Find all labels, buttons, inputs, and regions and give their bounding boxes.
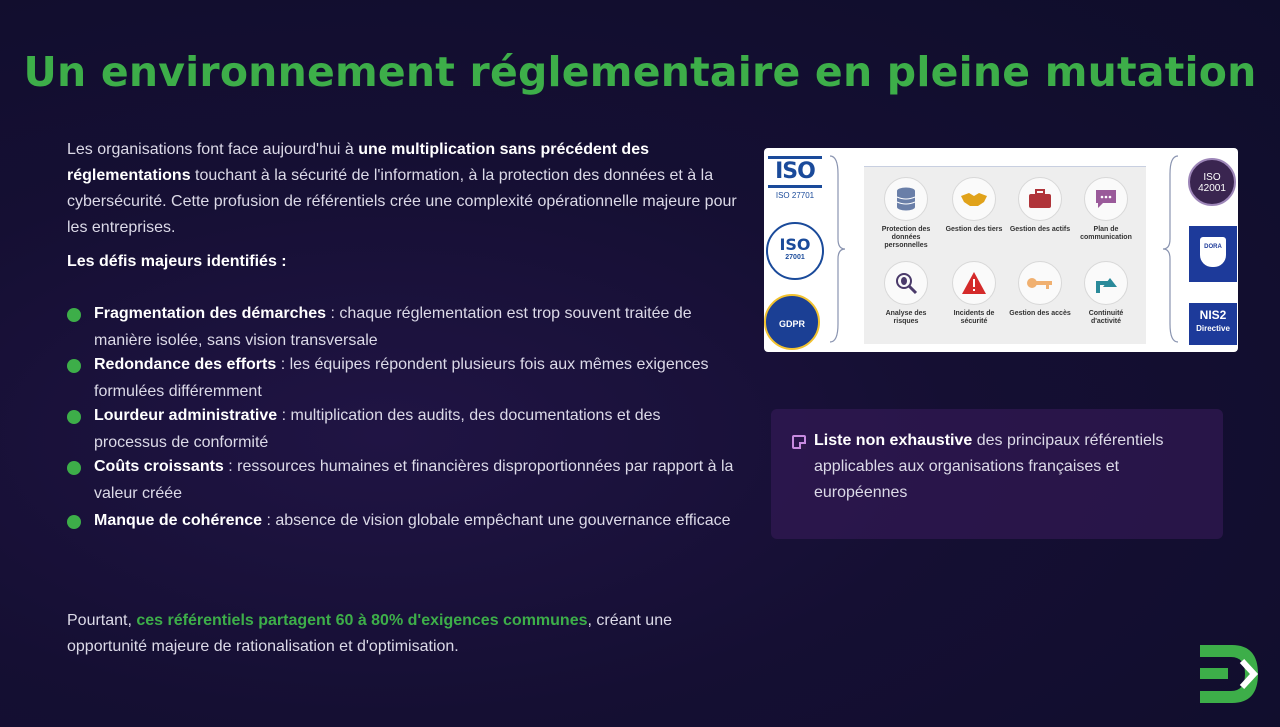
gdpr-logo: GDPR — [764, 294, 820, 350]
dora-shield: DORA — [1200, 237, 1226, 267]
challenge-title: Manque de cohérence — [94, 512, 263, 529]
note-callout — [771, 409, 1223, 539]
bullet-icon — [67, 410, 81, 424]
right-bracket-icon — [1162, 154, 1180, 344]
intro-text-rest: touchant à la sécurité de l'information, à la protection des données et à la cybersécurité. Cette profusion de référentiels crée une complexité opérationnelle majeure pour les entreprises. — [67, 167, 737, 236]
nis2-line2: Directive — [1196, 324, 1230, 333]
iso-42001-line2: 42001 — [1198, 183, 1226, 194]
controls-grid — [864, 166, 1146, 344]
conclusion-text: Pourtant, — [67, 612, 137, 629]
challenge-text: : absence de vision globale empêchant une gouvernance efficace — [262, 512, 731, 529]
grid-item-risk-analysis — [874, 261, 938, 326]
database-icon — [884, 177, 928, 221]
iso-logo-text: ISO — [768, 156, 822, 188]
challenge-text: : chaque réglementation est trop souvent traitée de manière isolée, sans vision transversale — [94, 305, 692, 349]
grid-label: Analyse des risques — [885, 310, 927, 325]
dora-logo — [1189, 226, 1237, 282]
intro-bold: une multiplication sans précédent des réglementations — [67, 141, 649, 184]
note-bold: Liste non exhaustive — [814, 432, 973, 449]
conclusion-paragraph — [67, 608, 737, 660]
list-item — [67, 453, 737, 508]
iso-logo-text: ISO — [779, 235, 811, 254]
grid-label: Plan de communication — [1080, 226, 1132, 241]
grid-label: Continuité d'activité — [1088, 310, 1124, 325]
challenge-title: Coûts croissants — [94, 458, 224, 475]
challenges-heading: Les défis majeurs identifiés : — [67, 253, 287, 270]
handshake-icon — [952, 177, 996, 221]
grid-label: Protection des données personnelles — [881, 226, 931, 249]
list-item — [67, 507, 737, 534]
challenges-list — [67, 300, 737, 533]
page-title: Un environnement réglementaire en pleine mutation — [23, 48, 1257, 96]
bullet-icon — [67, 461, 81, 475]
nis2-line1: NIS2 — [1199, 308, 1227, 322]
key-icon — [1018, 261, 1062, 305]
grid-item-continuity — [1074, 261, 1138, 326]
challenge-text: : multiplication des audits, des documentations et des processus de conformité — [94, 407, 661, 451]
note-icon — [792, 435, 806, 449]
note-text-rest: des principaux référentiels applicables aux organisations françaises et européennes — [814, 432, 1164, 501]
note-text — [814, 428, 1204, 506]
iso-42001-line1: ISO — [1203, 172, 1221, 183]
grid-label: Gestion des actifs — [1009, 226, 1071, 233]
bullet-icon — [67, 515, 81, 529]
challenge-title: Redondance des efforts — [94, 356, 277, 373]
frameworks-image — [764, 148, 1238, 352]
warning-icon — [952, 261, 996, 305]
iso-42001-logo — [1188, 158, 1236, 206]
grid-label: Incidents de sécurité — [953, 310, 995, 325]
brand-logo — [1198, 643, 1262, 705]
intro-text: Les organisations font face aujourd'hui à — [67, 141, 359, 158]
nis2-logo — [1189, 303, 1237, 345]
grid-item-incidents — [942, 261, 1006, 326]
grid-item-communication — [1074, 177, 1138, 242]
bug-icon — [884, 261, 928, 305]
arrow-icon — [1084, 261, 1128, 305]
list-item — [67, 351, 737, 403]
iso-27001-caption: 27001 — [785, 254, 805, 261]
bullet-icon — [67, 308, 81, 322]
challenge-title: Fragmentation des démarches — [94, 305, 327, 322]
briefcase-icon — [1018, 177, 1062, 221]
list-item — [67, 402, 737, 454]
grid-item-access — [1008, 261, 1072, 318]
grid-label: Gestion des accès — [1009, 310, 1071, 317]
iso-27701-caption: ISO 27701 — [775, 191, 815, 200]
conclusion-text-rest: , créant une opportunité majeure de rationalisation et d'optimisation. — [67, 612, 672, 655]
grid-item-data-protection — [874, 177, 938, 250]
chat-icon — [1084, 177, 1128, 221]
challenge-text: : ressources humaines et financières disproportionnées par rapport à la valeur créée — [94, 458, 734, 502]
grid-item-assets — [1008, 177, 1072, 234]
grid-label: Gestion des tiers — [945, 226, 1003, 233]
iso-27001-logo — [766, 222, 824, 280]
conclusion-highlight: ces référentiels partagent 60 à 80% d'exigences communes — [136, 612, 588, 629]
iso-27701-logo — [766, 154, 824, 210]
grid-item-third-parties — [942, 177, 1006, 234]
challenge-title: Lourdeur administrative — [94, 407, 278, 424]
challenge-text: : les équipes répondent plusieurs fois aux mêmes exigences formulées différemment — [94, 356, 709, 400]
bullet-icon — [67, 359, 81, 373]
left-bracket-icon — [828, 154, 846, 344]
intro-paragraph — [67, 137, 737, 241]
list-item — [67, 300, 737, 352]
